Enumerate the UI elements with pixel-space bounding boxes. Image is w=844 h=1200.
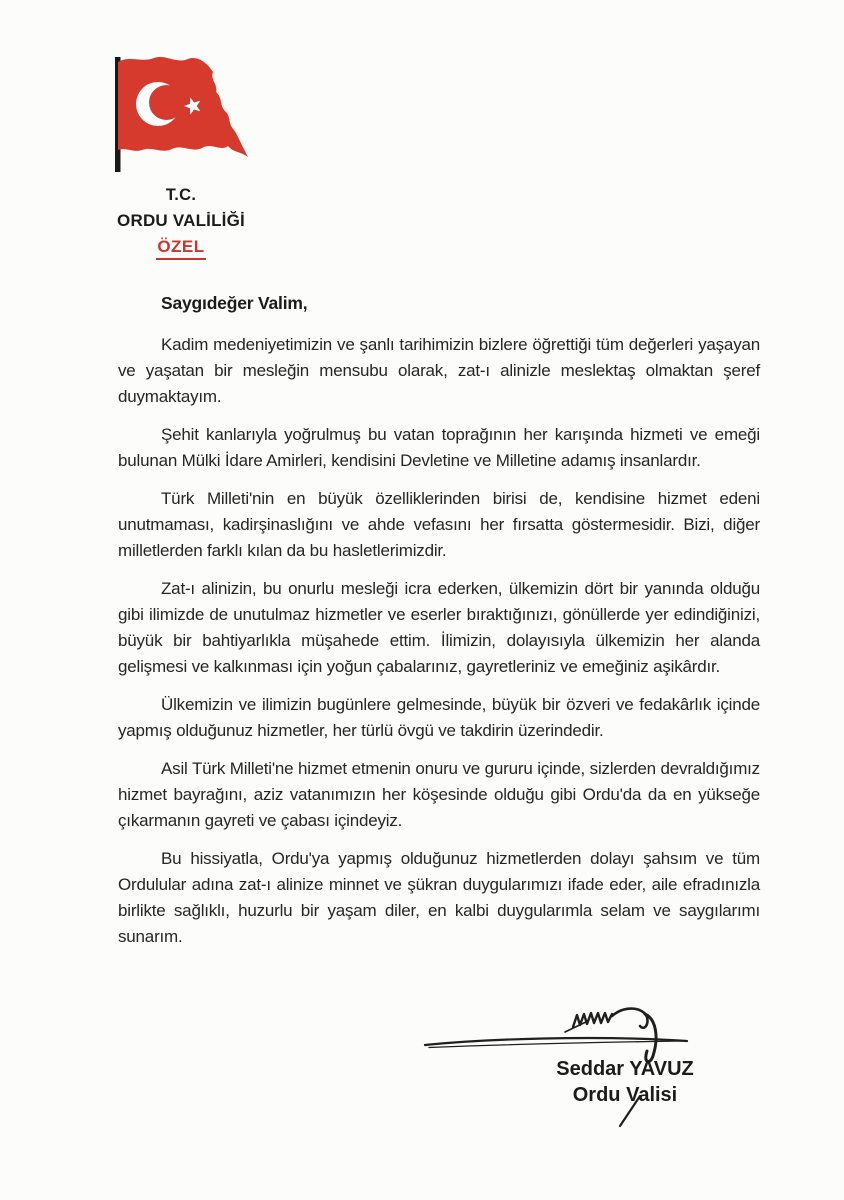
signatory-name: Seddar YAVUZ bbox=[556, 1058, 694, 1080]
letterhead-organization: ORDU VALİLİĞİ bbox=[117, 211, 245, 230]
signature-lead-stroke bbox=[565, 1021, 588, 1032]
signature-loop bbox=[612, 1009, 647, 1028]
salutation: Saygıdeğer Valim, bbox=[161, 293, 308, 313]
letterhead-ozel-wrap bbox=[95, 237, 267, 260]
paragraph-list bbox=[118, 332, 760, 950]
letterhead-tc: T.C. bbox=[165, 186, 197, 204]
paragraph: Asil Türk Milleti'ne hizmet etmenin onuru ve gururu içinde, sizlerden devraldığımız hizmet bayrağını, aziz vatanımızın her köşesinde olduğu gibi Ordu'da da en yükseğe çıkarmanın gayreti ve çabası içindeyiz. bbox=[118, 759, 760, 830]
paragraph: Ülkemizin ve ilimizin bugünlere gelmesinde, büyük bir özveri ve fedakârlık içinde yapmış olduğunuz hizmetler, her türlü övgü ve takdirin üzerindedir. bbox=[118, 695, 760, 740]
letterhead-ozel: ÖZEL bbox=[156, 237, 205, 260]
paragraph: Türk Milleti'nin en büyük özelliklerinden birisi de, kendisine hizmet edeni unutmaması, kadirşinaslığını ve ahde vefasını her fırsatta göstermesidir. Bizi, diğer milletlerden farklı kılan da bu hasletlerimizdir. bbox=[118, 489, 760, 560]
paragraph: Kadim medeniyetimizin ve şanlı tarihimizin bizlere öğrettiği tüm değerleri yaşayan ve yaşatan bir mesleğin mensubu olarak, zat-ı alinizle meslektaş olmaktan şeref duymaktayım. bbox=[118, 335, 760, 406]
letterhead bbox=[95, 186, 267, 260]
paragraph: Bu hissiyatla, Ordu'ya yapmış olduğunuz hizmetlerden dolayı şahsım ve tüm Ordulular adına zat-ı alinize minnet ve şükran duygularımızı ifade eder, aile efradınızla birlikte sağlıklı, huzurlu bir yaşam diler, en kalbi duygularımla selam ve saygılarımı sunarım. bbox=[118, 849, 760, 946]
signature-zigzag bbox=[573, 1013, 612, 1027]
paragraph: Zat-ı alinizin, bu onurlu mesleği icra ederken, ülkemizin dört bir yanında olduğu gibi ilimizde de unutulmaz hizmetler ve eserler bıraktığınızı, gönüllerde yer edindiğinizi, büyük bir bahtiyarlıkla müşahede ettim. İlimizin, dolayısıyla ülkemizin her alanda gelişmesi ve kalkınması için yoğun çabalarınız, gayretleriniz ve emeğiniz aşikârdır. bbox=[118, 579, 760, 676]
signatory-title: Ordu Valisi bbox=[572, 1084, 678, 1106]
flag-crescent-inner bbox=[149, 85, 184, 120]
letter-body bbox=[118, 290, 760, 950]
turkish-flag-icon bbox=[110, 54, 252, 174]
turkish-flag-graphic bbox=[110, 54, 252, 174]
paragraph: Şehit kanlarıyla yoğrulmuş bu vatan toprağının her karışında hizmeti ve emeği bulunan Mülki İdare Amirleri, kendisini Devletine ve Milletine adamış insanlardır. bbox=[118, 425, 760, 470]
signature-flourish-stroke bbox=[620, 1096, 640, 1126]
signature-flourish-icon bbox=[612, 1093, 646, 1129]
